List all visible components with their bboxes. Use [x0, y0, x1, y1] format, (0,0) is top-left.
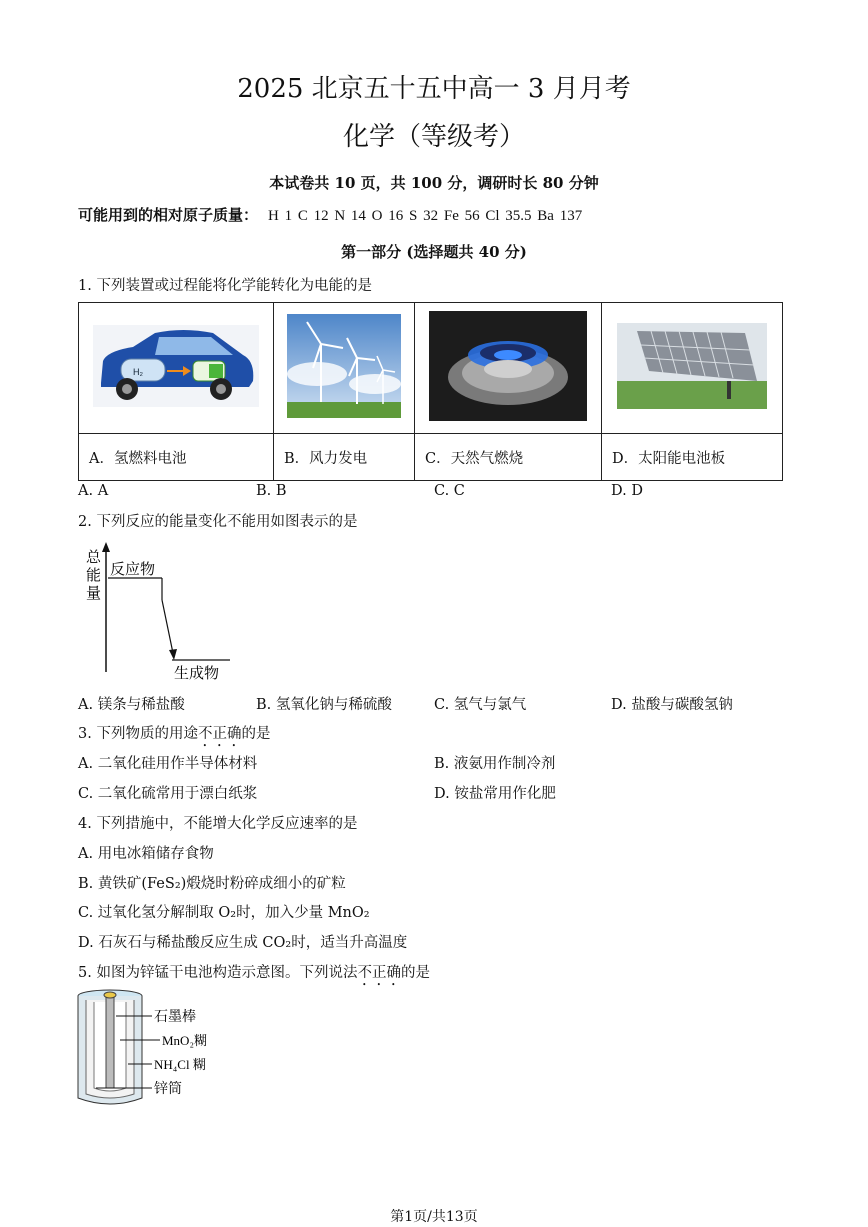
q2-option-a[interactable]: A. 镁条与稀盐酸 [78, 697, 185, 713]
q3-stem-emphasis: 不正确 [197, 726, 242, 742]
gas-burner-image [415, 303, 602, 434]
wind-power-image [274, 303, 415, 434]
subject-title: 化学（等级考） [342, 122, 525, 152]
energy-diagram [78, 540, 248, 685]
question-5-stem [78, 961, 430, 989]
q3-option-b[interactable]: B. 液氨用作制冷剂 [434, 756, 556, 772]
q4-option-a[interactable]: A. 用电冰箱储存食物 [78, 846, 214, 862]
gas-flame-illustration [429, 311, 587, 421]
q4-option-b[interactable]: B. 黄铁矿(FeS₂)煅烧时粉碎成细小的矿粒 [78, 876, 346, 892]
question-3-stem [78, 722, 270, 750]
dry-cell-diagram [76, 986, 236, 1112]
q5-stem-post: 的是 [400, 965, 430, 981]
ylabel-1: 总 [86, 548, 102, 566]
q2-option-b[interactable]: B. 氢氧化钠与稀硫酸 [256, 697, 392, 713]
q3-option-d[interactable]: D. 铵盐常用作化肥 [434, 786, 556, 802]
question-1-table [78, 302, 783, 481]
q3-stem-post: 的是 [241, 726, 271, 742]
q4-option-c[interactable]: C. 过氧化氢分解制取 O₂时，加入少量 MnO₂ [78, 905, 370, 921]
atomic-masses [78, 204, 582, 225]
question-2-stem: 2. 下列反应的能量变化不能用如图表示的是 [78, 514, 358, 530]
cell-a-label: A．氢燃料电池 [79, 434, 274, 481]
cell-d-label: D．太阳能电池板 [602, 434, 783, 481]
cell-b-label: B．风力发电 [274, 434, 415, 481]
wind-turbine-illustration [287, 314, 401, 418]
graphite-rod-label: 石墨棒 [154, 1009, 196, 1025]
mno2-paste-label: MnO₂糊 [162, 1033, 207, 1048]
reaction-arrow-icon [169, 649, 177, 660]
reactant-label: 反应物 [110, 560, 156, 578]
page-number: 第1页/共13页 [390, 1209, 478, 1225]
axis-arrow-icon [102, 542, 110, 552]
cell-c-label: C．天然气燃烧 [415, 434, 602, 481]
q2-option-d[interactable]: D. 盐酸与碳酸氢钠 [611, 697, 733, 713]
question-4-stem: 4. 下列措施中，不能增大化学反应速率的是 [78, 816, 358, 832]
h2-label: H₂ [133, 367, 143, 377]
car-illustration [93, 325, 259, 407]
q1-option-c[interactable]: C. C [434, 483, 465, 499]
q1-option-b[interactable]: B. B [256, 483, 287, 499]
atomic-masses-values: H 1 C 12 N 14 O 16 S 32 Fe 56 Cl 35.5 Ba 137 [268, 208, 583, 224]
q5-stem-emphasis: 不正确 [357, 965, 401, 981]
solar-panel-illustration [617, 323, 767, 409]
nh4cl-paste-label: NH₄Cl 糊 [154, 1057, 206, 1072]
q2-option-c[interactable]: C. 氢气与氯气 [434, 697, 527, 713]
exam-info: 本试卷共 10 页，共 100 分，调研时长 80 分钟 [269, 174, 599, 192]
q3-stem-pre: 3. 下列物质的用途 [78, 726, 198, 742]
zinc-can-label: 锌筒 [154, 1081, 182, 1097]
hydrogen-car-image [79, 303, 274, 434]
solar-panel-image [602, 303, 783, 434]
product-label: 生成物 [174, 664, 220, 682]
q1-option-d[interactable]: D. D [611, 483, 643, 499]
ylabel-2: 能 [86, 566, 102, 584]
q1-option-a[interactable]: A. A [78, 483, 109, 499]
exam-title: 2025 北京五十五中高一 3 月月考 [237, 74, 631, 104]
q4-option-d[interactable]: D. 石灰石与稀盐酸反应生成 CO₂时，适当升高温度 [78, 935, 408, 951]
q3-option-c[interactable]: C. 二氧化硫常用于漂白纸浆 [78, 786, 258, 802]
atomic-masses-label: 可能用到的相对原子质量： [78, 206, 259, 224]
ylabel-3: 量 [86, 584, 102, 602]
q5-stem-pre: 5. 如图为锌锰干电池构造示意图。下列说法 [78, 965, 358, 981]
q3-option-a[interactable]: A. 二氧化硅用作半导体材料 [78, 756, 258, 772]
question-1-stem: 1. 下列装置或过程能将化学能转化为电能的是 [78, 278, 372, 294]
part-heading: 第一部分 (选择题共 40 分) [341, 243, 527, 261]
